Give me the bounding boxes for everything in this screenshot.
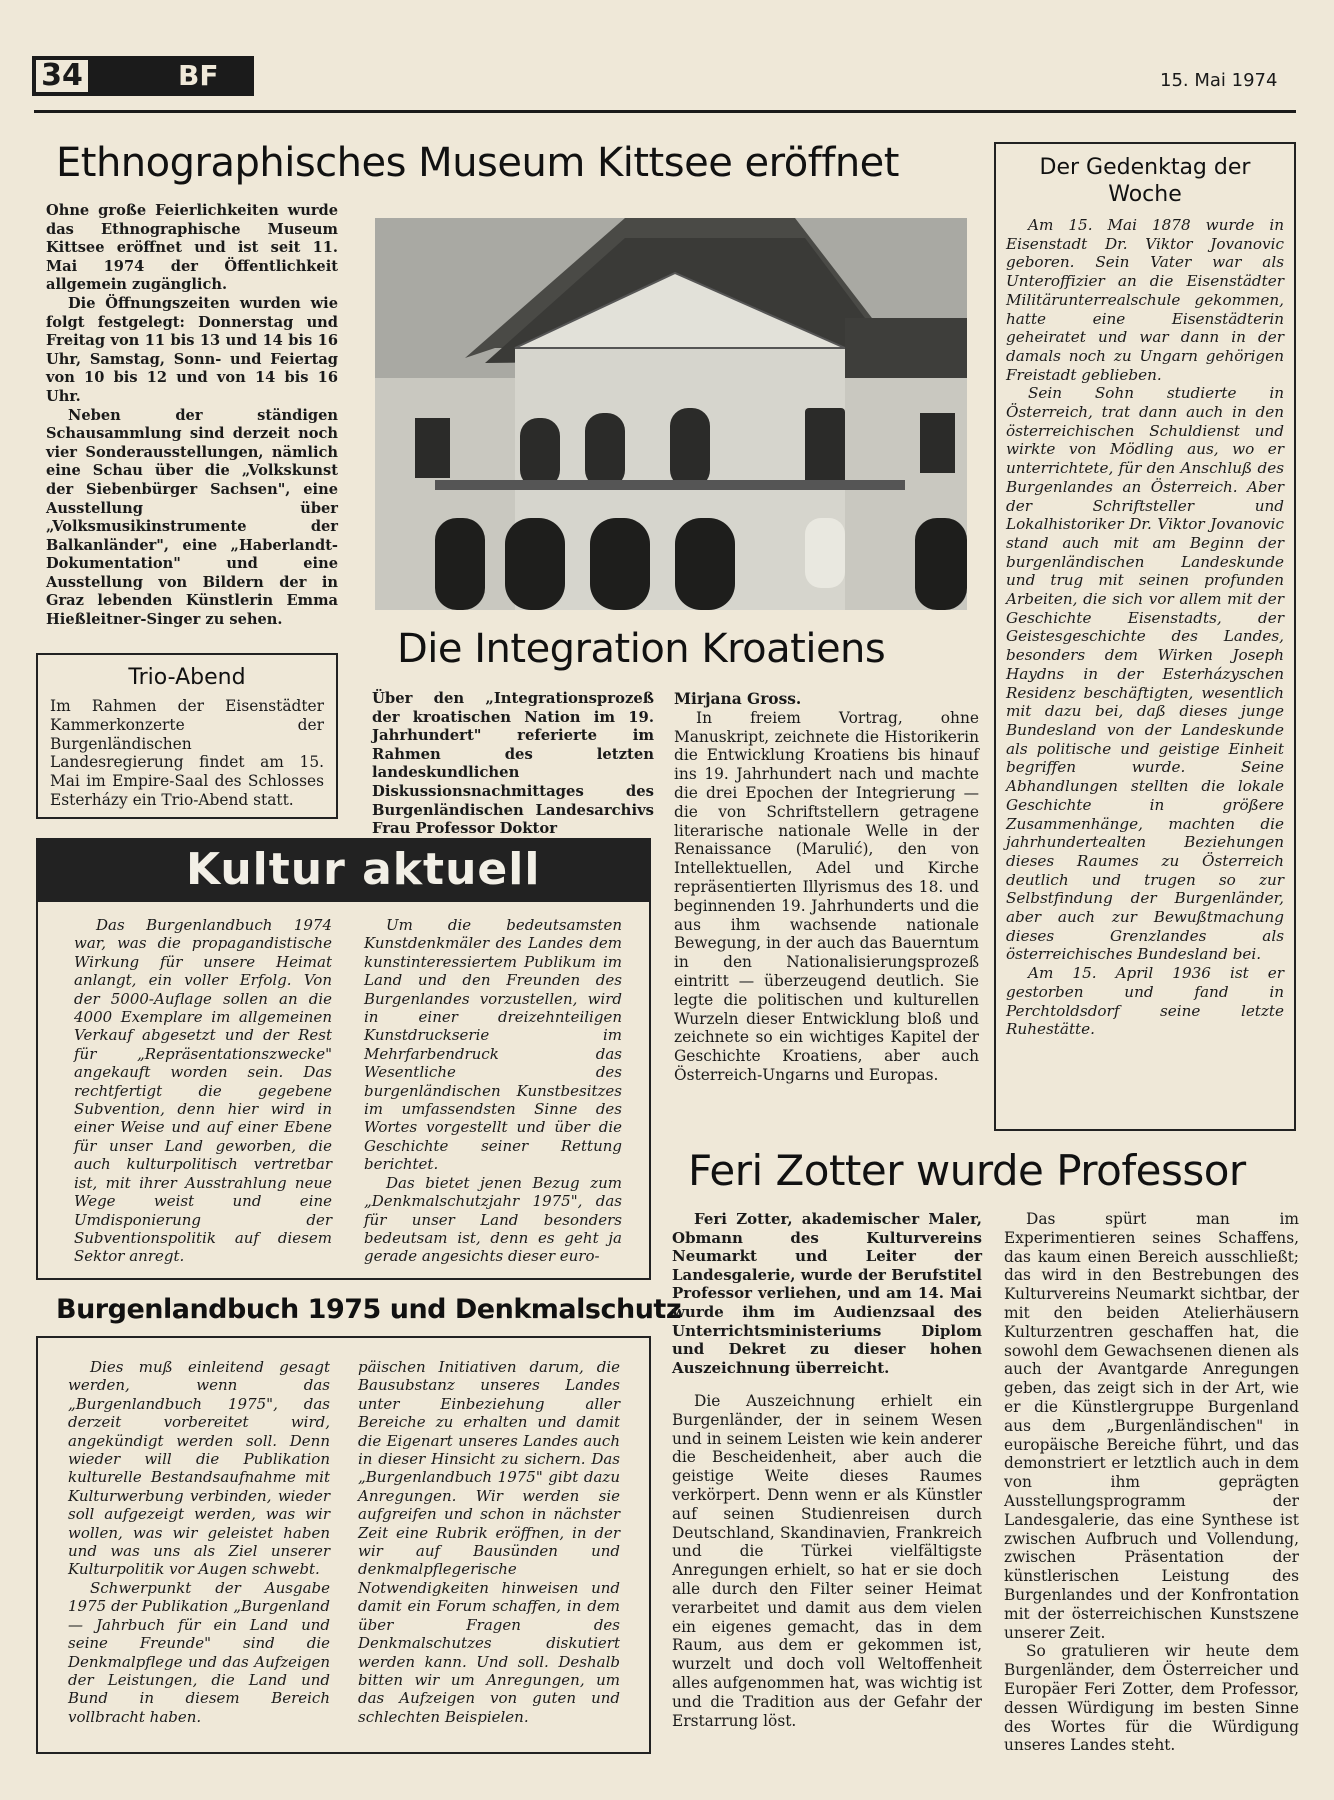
kultur-banner xyxy=(36,838,651,902)
kroatien-text: In freiem Vortrag, ohne Manuskript, zeichnete die Historikerin die Entwicklung Kroatiens bis hinauf ins 19. Jahrhundert nach und machte die drei Epochen der Integrierung — die von Schriftstellern getragene literarische nationale Welle in der Renaissance (Marulić), den von Intellektuellen, Adel und Kirche repräsentierten Illyrismus des 18. und beginnenden 19. Jahrhunderts und die aus ihm wachsende nationale Bewegung, in der auch das Bauerntum in den Nationalisierungsprozeß eintritt — überzeugend deutlich. Sie legte die politischen und kulturellen Wurzeln dieser Entwicklung bloß und zeichnete so ein wichtiges Kapitel der Geschichte Kroatiens, aber auch Österreich-Ungarns und Europas. xyxy=(674,708,979,1084)
museum-body xyxy=(46,202,338,630)
museum-paragraph: Die Öffnungszeiten wurden wie folgt festgelegt: Donnerstag und Freitag von 11 bis 13 und 14 bis 16 Uhr, Samstag, Sonn- und Feiertag von 10 bis 12 und von 14 bis 16 Uhr. xyxy=(46,294,338,405)
gedenktag-paragraph: Am 15. Mai 1878 wurde in Eisenstadt Dr. Viktor Jovanovic geboren. Sein Vater war als Unteroffizier an die Eisenstädter Militärunterrealschule gekommen, hatte eine Eisenstädterin geheiratet und war dann in der damals noch zu Ungarn gehörigen Freistadt geblieben. xyxy=(1006,216,1284,384)
burgenlandbuch-col2 xyxy=(358,1358,620,1726)
trio-text: Im Rahmen der Eisenstädter Kammerkonzerte der Burgenländischen Landesregierung findet am 15. Mai im Empire-Saal des Schlosses Esterházy ein Trio-Abend statt. xyxy=(50,697,324,809)
burgenlandbuch-col1 xyxy=(68,1358,330,1726)
zotter-lead-text: Feri Zotter, akademischer Maler, Obmann des Kulturvereins Neumarkt und Leiter der Landesgalerie, wurde der Berufstitel Professor verliehen, und am 14. Mai wurde ihm im Audienzsaal des Unterrichtsministeriums Diplom und Dekret zu dieser hohen Auszeichnung überreicht. xyxy=(672,1210,982,1377)
section-label: BF xyxy=(178,59,219,92)
burgenlandbuch-paragraph: Dies muß einleitend gesagt werden, wenn das „Burgenlandbuch 1975", das derzeit vorbereitet wird, angekündigt werden soll. Denn wieder will die Publikation kulturelle Bestandsaufnahme mit Kulturwerbung verbinden, wieder soll aufgezeigt werden, was wir wollen, was wir geleistet haben und was uns als Ziel unserer Kulturpolitik vor Augen schwebt. xyxy=(68,1358,330,1579)
gedenktag-title xyxy=(996,154,1294,208)
kultur-paragraph: Das bietet jenen Bezug zum „Denkmalschutzjahr 1975", das für unser Land besonders bedeutsam ist, denn es geht ja gerade angesichts dieser euro- xyxy=(364,1173,622,1266)
gedenktag-paragraph: Sein Sohn studierte in Österreich, trat dann auch in den österreichischen Schuldienst und wirkte von Mödling aus, wo er unterrichtete, für den Anschluß des Burgenlandes an Österreich. Aber der Schriftsteller und Lokalhistoriker Dr. Viktor Jovanovic stand auch mit am Beginn der burgenländischen Landeskunde und trug mit seinen profunden Arbeiten, die sich vor allem mit der Geschichte Eisenstadts, der Geistesgeschichte des Landes, besonders dem Wirken Joseph Haydns in der Esterházyschen Residenz beschäftigten, wesentlich mit dazu bei, daß dieses junge Bundesland von der Landeskunde als politische und geistige Einheit begriffen wurde. Seine Abhandlungen stellten die lokale Geschichte in größere Zusammenhänge, machten die jahrhundertealten Beziehungen dieses Raumes zu Österreich deutlich und trugen so zur Selbstfindung der Burgenländer, aber auch zur Bewußtmachung dieses Grenzlandes als österreichisches Bundesland bei. xyxy=(1006,384,1284,964)
gedenktag-box xyxy=(994,142,1296,1131)
museum-paragraph: Ohne große Feierlichkeiten wurde das Ethnographische Museum Kittsee eröffnet und ist seit 11. Mai 1974 der Öffentlichkeit allgemein zugänglich. xyxy=(46,202,338,294)
zotter-col2 xyxy=(1004,1210,1299,1755)
kultur-paragraph: Das Burgenlandbuch 1974 war, was die propagandistische Wirkung für unsere Heimat anlangt, ein voller Erfolg. Von der 5000-Auflage sollen an die 4000 Exemplare im allgemeinen Verkauf abgesetzt und der Rest für „Repräsentationszwecke" angekauft worden sein. Das rechtfertigt die gegebene Subvention, denn hier wird in einer Weise und auf einer Ebene für unser Land geworben, die auch kulturpolitisch vertretbar ist, mit ihrer Ausstrahlung neue Wege weist und eine Umdisponierung der Subventionspolitik auf diesem Sektor anregt. xyxy=(74,916,332,1266)
zotter-paragraph: Das spürt man im Experimentieren seines Schaffens, das kaum einen Bereich ausschließt; das wird in den Bestrebungen des Kulturvereins Neumarkt sichtbar, der mit den beiden Atelierhäusern Kulturzentren geschaffen hat, die sowohl dem Gewachsenen dienen als auch der Avantgarde Anregungen geben, das zeigt sich in der Art, wie er die Künstlergruppe Burgenland aus dem „Burgenländischen" in europäische Bereiche führt, und das demonstriert er letztlich auch in dem von ihm geprägten Ausstellungsprogramm der Landesgalerie, das eine Synthese ist zwischen Aufbruch und Vollendung, zwischen Präsentation der künstlerischen Leistung des Burgenlandes und der Konfrontation mit der österreichischen Kunstszene unserer Zeit. xyxy=(1004,1210,1299,1642)
zotter-paragraph: Die Auszeichnung erhielt ein Burgenländer, der in seinem Wesen und in seinem Leisten wie kein anderer die Bescheidenheit, aber auch die geistige Weite dieses Raumes verkörpert. Denn wenn er als Künstler auf seinen Studienreisen durch Deutschland, Skandinavien, Frankreich und die Türkei vielfältigste Anregungen erhielt, so hat er sie doch alle durch den Filter seiner Heimat verarbeitet und damit aus dem vielen ein eigenes gemacht, das in dem Raum, aus dem er gekommen ist, wurzelt und doch voll Weltoffenheit alles aufgenommen hat, was wichtig ist und die Tradition aus der Gefahr der Erstarrung löst. xyxy=(672,1392,982,1730)
kultur-col1 xyxy=(74,916,332,1266)
museum-paragraph: Neben der ständigen Schausammlung sind derzeit noch vier Sonderausstellungen, nämlich eine Schau über die „Volkskunst der Siebenbürger Sachsen", eine Ausstellung über „Volksmusikinstrumente der Balkanländer", eine „Haberlandt-Dokumentation" und eine Ausstellung von Bildern der in Graz lebenden Künstlerin Emma Hießleitner-Singer zu sehen. xyxy=(46,406,338,629)
burgenlandbuch-headline: Burgenlandbuch 1975 und Denkmalschutz xyxy=(56,1294,682,1325)
burgenlandbuch-box xyxy=(36,1336,651,1754)
issue-date: 15. Mai 1974 xyxy=(1160,70,1278,91)
kultur-box xyxy=(36,900,651,1280)
zotter-lead xyxy=(672,1210,982,1377)
museum-headline: Ethnographisches Museum Kittsee eröffnet xyxy=(56,140,899,186)
kroatien-lead-end: Mirjana Gross. xyxy=(674,690,802,708)
page-number: 34 xyxy=(34,58,90,94)
kroatien-lead: Über den „Integrationsprozeß der kroatischen Nation im 19. Jahrhundert" referierte im Rahmen des letzten landeskundlichen Diskussionsnachmittages des Burgenländischen Landesarchivs Frau Professor Doktor xyxy=(372,690,654,838)
zotter-paragraph: So gratulieren wir heute dem Burgenländer, dem Österreicher und Europäer Feri Zotter, dem Professor, dessen Würdigung im besten Sinne des Wortes für die Würdigung unseres Landes steht. xyxy=(1004,1642,1299,1755)
museum-photo xyxy=(375,218,967,610)
burgenlandbuch-paragraph: Schwerpunkt der Ausgabe 1975 der Publikation „Burgenland — Jahrbuch für ein Land und seine Freunde" sind die Denkmalpflege und das Aufzeigen der Leistungen, die Land und Bund in diesem Bereich vollbracht haben. xyxy=(68,1578,330,1726)
zotter-col1 xyxy=(672,1392,982,1730)
castle-illustration xyxy=(375,218,967,610)
trio-box xyxy=(36,653,338,819)
gedenktag-title-line: Woche xyxy=(1108,182,1182,207)
header-rule xyxy=(34,110,1296,113)
kultur-col2 xyxy=(364,916,622,1266)
kroatien-headline: Die Integration Kroatiens xyxy=(397,626,886,672)
trio-title: Trio-Abend xyxy=(128,665,246,690)
burgenlandbuch-paragraph: päischen Initiativen darum, die Bausubstanz unseres Landes unter Einbeziehung aller Bereiche zu erhalten und damit die Eigenart unseres Landes auch in dieser Hinsicht zu sichern. Das „Burgenlandbuch 1975" gibt dazu Anregungen. Wir werden sie aufgreifen und schon in nächster Zeit eine Rubrik eröffnen, in der wir auf Bausünden und denkmalpflegerische Notwendigkeiten hinweisen und damit ein Forum schaffen, in dem über Fragen des Denkmalschutzes diskutiert werden kann. Und soll. Deshalb bitten wir um Anregungen, um das Aufzeigen von guten und schlechten Beispielen. xyxy=(358,1358,620,1726)
kroatien-body xyxy=(674,690,979,1085)
zotter-headline: Feri Zotter wurde Professor xyxy=(688,1146,1246,1195)
gedenktag-paragraph: Am 15. April 1936 ist er gestorben und fand in Perchtoldsdorf seine letzte Ruhestätte. xyxy=(1006,964,1284,1039)
kultur-paragraph: Um die bedeutsamsten Kunstdenkmäler des Landes dem kunstinteressiertem Publikum im Land und den Freunden des Burgenlandes vorzustellen, wird in einer dreizehnteiligen Kunstdruckserie im Mehrfarbendruck das Wesentliche des burgenländischen Kunstbesitzes im umfassendsten Sinne des Wortes vorgestellt und über die Geschichte seiner Rettung berichtet. xyxy=(364,916,622,1174)
kultur-banner-title: Kultur aktuell xyxy=(186,844,541,895)
gedenktag-title-line: Der Gedenktag der xyxy=(1039,155,1251,180)
gedenktag-body xyxy=(1006,216,1284,1039)
